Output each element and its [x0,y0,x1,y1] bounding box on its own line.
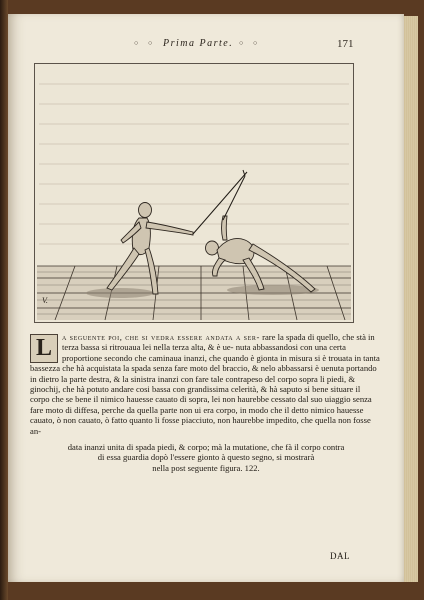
fencing-engraving [35,64,353,322]
ornament-icon: ○ [253,39,258,47]
ornament-icon: ○ [148,39,153,47]
ornament-icon: ○ [134,39,139,47]
running-head-title: Prima Parte. [163,38,234,49]
text-line: hauesse cauato di sopra, lei non haurebbe cessato dal suo uiaggio senza fare moto di diffesa, [30,394,372,415]
text-line: cosi bassa con grandissima celerità, & hà saputo si bene situare il corpo che se bene il nimico [30,384,361,405]
book-page [8,14,404,582]
text-line: inanzi con fare tale contrapeso del corpo sopra li piedi, & ginochij, che hà potuto andare [30,373,356,395]
engraver-mark: V. [42,296,48,305]
closing-paragraph [8,442,404,473]
page-number: 171 [337,38,354,50]
text-line: cauato, ò fatto quanto li fosse piacciuto, non haurebbe impedito, che quella non fosse an- [30,415,371,436]
closing-line: di essa guardia dopò l'essere gionto à questo segno, si mostrarà [97,452,315,463]
closing-line: data inanzi unita di spada piedi, & corpo; mà la mutatione, che fà il corpo contra [67,442,345,452]
closing-line: nella post seguente figura. 122. [152,462,260,473]
ornament-icon: ○ [239,39,244,47]
text-line: rare la spada di quello, che stà in terza bassa si ritrouaua lei nella terza alta, & è ue- [62,332,375,353]
text-line: moto del braccio, & nelo abbassarsi è uenuta portando in dietro la parte destra, & la sinistra [30,363,377,384]
text-line: perche da quella parte non ui era corpo, in modo che il detto nimico hauesse cauato, ò non [30,404,364,426]
text-line: nuta abbassandosi con una certa proportione secondo che caminaua inanzi, che [62,342,346,363]
text-line: quando è gionta in misura si è trouata in tanta bassezza che hà acquistata la spada senza fare [30,352,380,374]
opening-line: a seguente poi, che si vedra essere andata a ser- [62,332,260,342]
page-fore-edge [404,16,418,582]
running-head [8,38,404,52]
decorated-initial: L [30,334,58,363]
body-text [30,332,380,436]
catchword: DAL [330,551,350,561]
engraving-plate [34,63,354,323]
book-spine [0,0,8,600]
